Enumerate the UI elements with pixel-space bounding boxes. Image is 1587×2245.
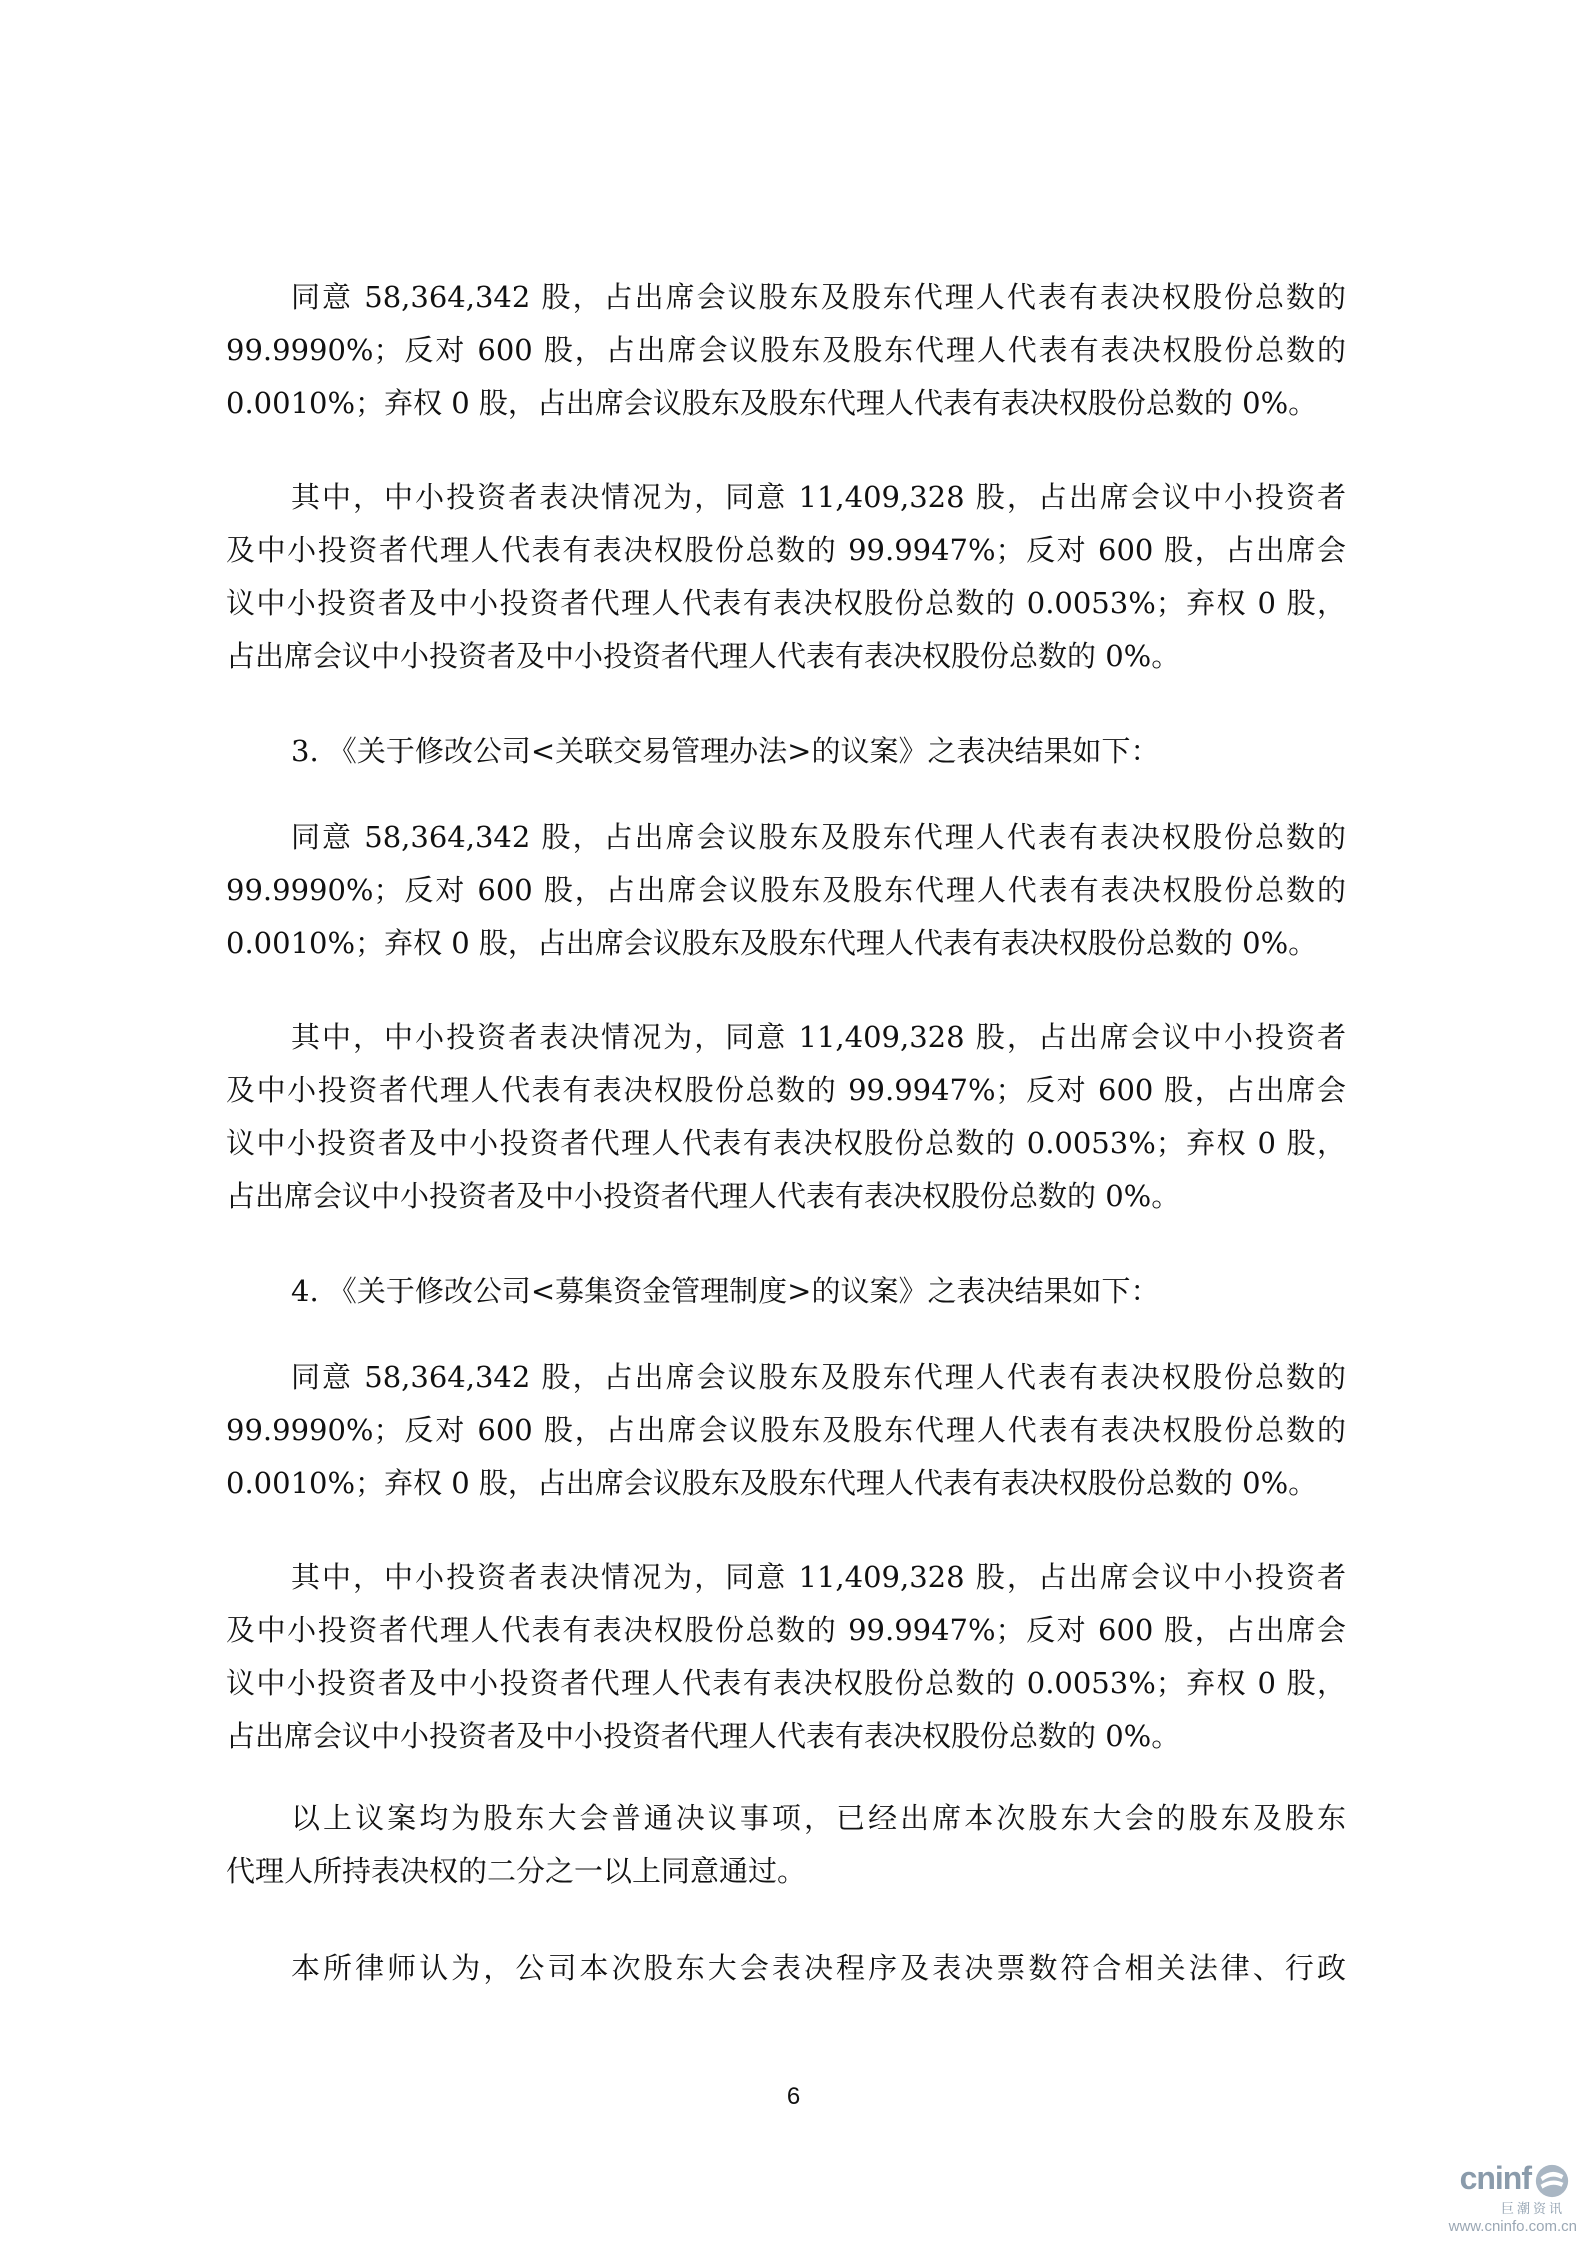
text-line: 4. 《关于修改公司<募集资金管理制度>的议案》之表决结果如下： (291, 1274, 1160, 1308)
paragraph (226, 1942, 1346, 1995)
text-line: 0.0010%；弃权 0 股，占出席会议股东及股东代理人代表有表决权股份总数的 0%。 (226, 926, 1318, 960)
watermark-url: www.cninfo.com.cn (1448, 2218, 1577, 2235)
paragraph (226, 1011, 1346, 1223)
text-line: 99.9990%；反对 600 股，占出席会议股东及股东代理人代表有表决权股份总数的 (226, 333, 1346, 367)
text-line: 本所律师认为，公司本次股东大会表决程序及表决票数符合相关法律、行政 (291, 1951, 1346, 1985)
text-line: 代理人所持表决权的二分之一以上同意通过。 (226, 1854, 807, 1888)
paragraph (226, 471, 1346, 683)
text-line: 0.0010%；弃权 0 股，占出席会议股东及股东代理人代表有表决权股份总数的 0%。 (226, 386, 1318, 420)
motion-heading-4 (226, 1265, 1346, 1318)
text-line: 0.0010%；弃权 0 股，占出席会议股东及股东代理人代表有表决权股份总数的 0%。 (226, 1466, 1318, 1500)
text-line: 同意 58,364,342 股，占出席会议股东及股东代理人代表有表决权股份总数的 (291, 820, 1346, 854)
text-line: 其中，中小投资者表决情况为，同意 11,409,328 股，占出席会议中小投资者 (291, 1020, 1346, 1054)
paragraph (226, 1551, 1346, 1763)
paragraph (226, 1792, 1346, 1898)
text-line: 占出席会议中小投资者及中小投资者代理人代表有表决权股份总数的 0%。 (226, 639, 1181, 673)
text-line: 议中小投资者及中小投资者代理人代表有表决权股份总数的 0.0053%；弃权 0 股， (226, 1666, 1346, 1700)
watermark-subtitle: 巨潮资讯 (1500, 2202, 1565, 2217)
motion-heading-3 (226, 725, 1346, 778)
page-number: 6 (786, 2083, 801, 2110)
text-line: 3. 《关于修改公司<关联交易管理办法>的议案》之表决结果如下： (291, 734, 1160, 768)
text-line: 其中，中小投资者表决情况为，同意 11,409,328 股，占出席会议中小投资者 (291, 480, 1346, 514)
text-line: 以上议案均为股东大会普通决议事项，已经出席本次股东大会的股东及股东 (291, 1801, 1346, 1835)
text-line: 99.9990%；反对 600 股，占出席会议股东及股东代理人代表有表决权股份总数的 (226, 1413, 1346, 1447)
text-line: 同意 58,364,342 股，占出席会议股东及股东代理人代表有表决权股份总数的 (291, 1360, 1346, 1394)
text-line: 议中小投资者及中小投资者代理人代表有表决权股份总数的 0.0053%；弃权 0 股， (226, 1126, 1346, 1160)
watermark-logo-text: cninf (1459, 2160, 1531, 2196)
paragraph (226, 271, 1346, 430)
text-line: 其中，中小投资者表决情况为，同意 11,409,328 股，占出席会议中小投资者 (291, 1560, 1346, 1594)
cninfo-logo-icon (1533, 2162, 1571, 2200)
text-line: 及中小投资者代理人代表有表决权股份总数的 99.9947%；反对 600 股，占出席会 (226, 533, 1346, 567)
text-line: 同意 58,364,342 股，占出席会议股东及股东代理人代表有表决权股份总数的 (291, 280, 1346, 314)
cninfo-watermark (1377, 2160, 1577, 2240)
paragraph (226, 1351, 1346, 1510)
text-line: 占出席会议中小投资者及中小投资者代理人代表有表决权股份总数的 0%。 (226, 1719, 1181, 1753)
text-line: 及中小投资者代理人代表有表决权股份总数的 99.9947%；反对 600 股，占出席会 (226, 1613, 1346, 1647)
paragraph (226, 811, 1346, 970)
text-line: 99.9990%；反对 600 股，占出席会议股东及股东代理人代表有表决权股份总数的 (226, 873, 1346, 907)
text-line: 占出席会议中小投资者及中小投资者代理人代表有表决权股份总数的 0%。 (226, 1179, 1181, 1213)
text-line: 及中小投资者代理人代表有表决权股份总数的 99.9947%；反对 600 股，占出席会 (226, 1073, 1346, 1107)
text-line: 议中小投资者及中小投资者代理人代表有表决权股份总数的 0.0053%；弃权 0 股， (226, 586, 1346, 620)
